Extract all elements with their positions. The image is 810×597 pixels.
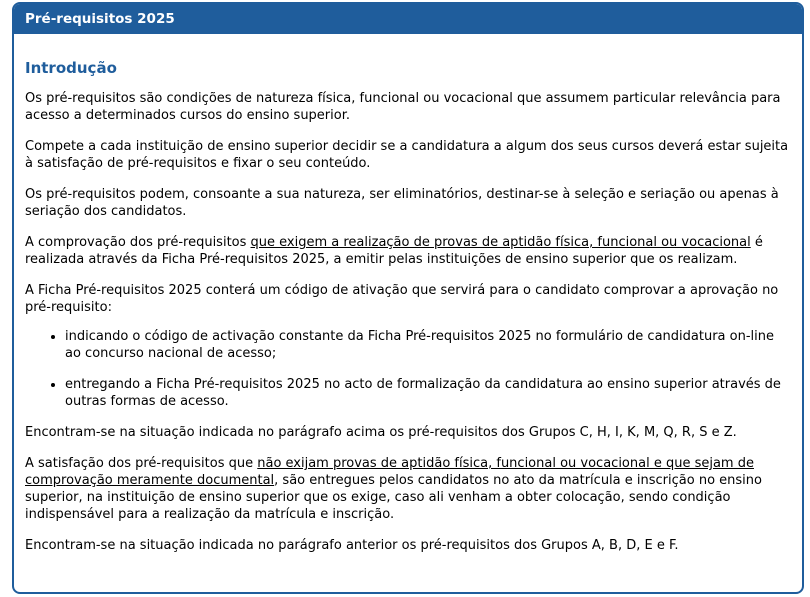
paragraph-proof-end: é realizada através da Ficha Pré-requisitos 2025, a emitir pelas instituições de ensino superior que os realizam.	[25, 235, 763, 267]
underlined-documental: não exijam provas de aptidão física, funcional ou vocacional e que sejam de comprovação meramente documental	[25, 456, 754, 488]
activation-methods-list	[25, 328, 790, 410]
paragraph-documental-end: , são entregues pelos candidatos no ato da matrícula e inscrição no ensino superior, na instituição de ensino superior que os exige, caso ali venham a obter colocação, sendo condição indispensável para a realização da matrícula e inscrição.	[25, 473, 762, 522]
underlined-physical-tests: que exigem a realização de provas de aptidão física, funcional ou vocacional	[250, 235, 751, 250]
list-item: • indicando o código de activação constante da Ficha Pré-requisitos 2025 no formulário de candidatura on-line ao concurso nacional de acesso;	[65, 328, 790, 362]
paragraph-documental	[25, 455, 790, 523]
paragraph-groups-tests: Encontram-se na situação indicada no parágrafo acima os pré-requisitos dos Grupos C, H, I, K, M, Q, R, S e Z.	[25, 425, 737, 440]
prerequisites-panel	[12, 2, 804, 594]
paragraph-nature: Os pré-requisitos podem, consoante a sua natureza, ser eliminatórios, destinar-se à seleção e seriação ou apenas à seriação dos candidatos.	[25, 187, 779, 219]
list-item: • entregando a Ficha Pré-requisitos 2025 no acto de formalização da candidatura ao ensino superior através de outras formas de acesso.	[65, 376, 790, 410]
panel-title: Pré-requisitos 2025	[14, 4, 802, 34]
paragraph-proof-start: A comprovação dos pré-requisitos	[25, 235, 251, 250]
paragraph-proof	[25, 234, 790, 268]
section-heading: Introdução	[25, 59, 117, 77]
paragraph-groups-documental: Encontram-se na situação indicada no parágrafo anterior os pré-requisitos dos Grupos A, B, D, E e F.	[25, 538, 679, 553]
paragraph-activation-code: A Ficha Pré-requisitos 2025 conterá um código de ativação que servirá para o candidato comprovar a aprovação no pré-requisito:	[25, 283, 779, 315]
panel-content	[14, 34, 802, 554]
paragraph-competence: Compete a cada instituição de ensino superior decidir se a candidatura a algum dos seus cursos deverá estar sujeita à satisfação de pré-requisitos e fixar o seu conteúdo.	[25, 139, 789, 171]
paragraph-documental-start: A satisfação dos pré-requisitos que	[25, 456, 258, 471]
paragraph-definition: Os pré-requisitos são condições de natureza física, funcional ou vocacional que assumem particular relevância para acesso a determinados cursos do ensino superior.	[25, 91, 781, 123]
